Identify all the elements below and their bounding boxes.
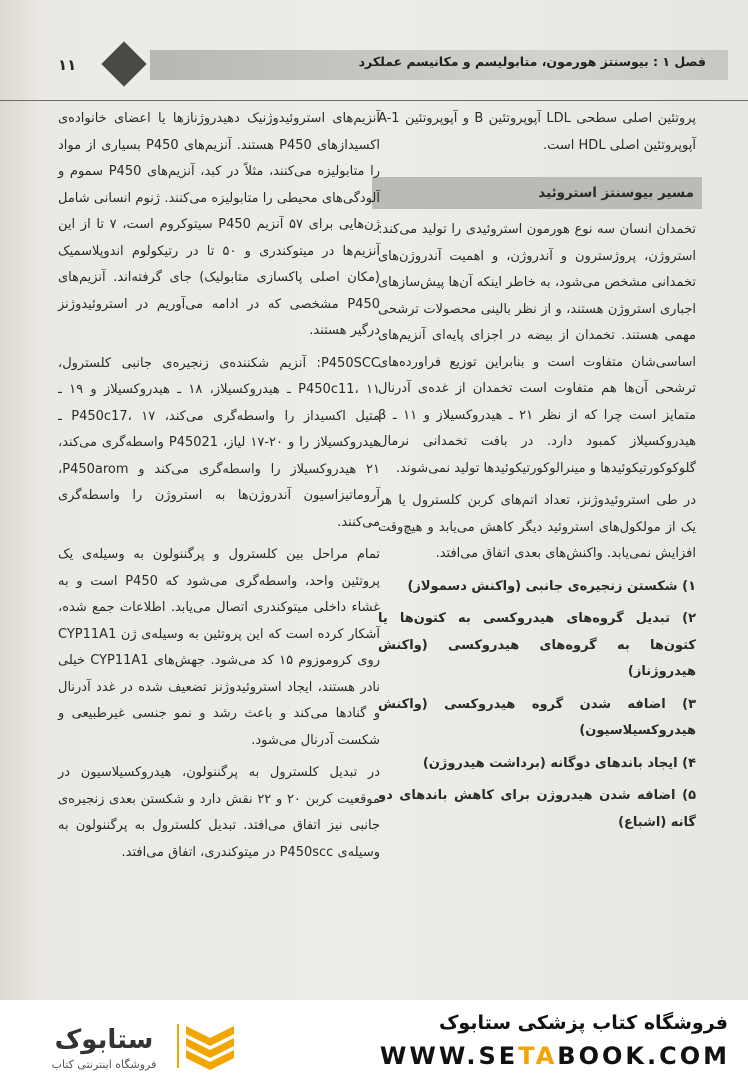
step-item: ۱) شکستن زنجیره‌ی جانبی (واکنش دسمولاز) bbox=[407, 578, 696, 594]
left-column bbox=[58, 106, 380, 872]
footer-banner bbox=[0, 1000, 748, 1080]
right-column bbox=[378, 106, 696, 842]
intro-paragraph: پروتئین اصلی سطحی LDL آپوپروتئین B و آپوپروتئین A-1 آپوپروتئین اصلی HDL است. bbox=[378, 111, 696, 153]
shop-name: فروشگاه کتاب پزشکی ستابوک bbox=[438, 1012, 728, 1034]
page-header bbox=[0, 40, 748, 101]
paragraph: تخمدان انسان سه نوع هورمون استروئیدی را تولید می‌کند: استروژن، پروژسترون و آندروژن، و اهمیت آندروژن‌های تخمدانی مشخص می‌شود، به خاطر اینکه آن‌ها پیش‌سازهای اجباری استروژن هستند، و از نظر بالینی محصولات ترشحی مهمی هستند. تخمدان از بیضه در اجزای پایه‌ای آنزیم‌های اساسی‌شان متفاوت است و بنابراین توزیع فراورده‌های ترشحی آن‌ها هم متفاوت است تخمدان از غده‌ی آدرنال متمایز است چرا که از نظر ۲۱ ـ هیدروکسیلاز و ۱۱ ـ β هیدروکسیلاز کمبود دارد. در بافت تخمدانی نرمال گلوکوکورتیکوئیدها و مینرالوکورتیکوئیدها تولید نمی‌شوند. bbox=[378, 222, 696, 476]
logo-subtitle: فروشگاه اینترنتی کتاب bbox=[51, 1058, 157, 1071]
step-item: ۳) اضافه شدن گروه هیدروکسی (واکنش هیدروکسیلاسیون) bbox=[378, 696, 696, 738]
section-title: مسیر بیوسنتز استروئید bbox=[372, 177, 702, 209]
shop-url-link[interactable] bbox=[380, 1042, 730, 1070]
url-prefix: WWW.SE bbox=[379, 1042, 519, 1070]
diamond-ornament-icon bbox=[101, 41, 146, 86]
setabook-logo[interactable] bbox=[34, 1018, 234, 1074]
paragraph: در تبدیل کلسترول به پرگننولون، هیدروکسیلاسیون در موقعیت کربن ۲۰ و ۲۲ نقش دارد و شکستن بعدی زنجیره‌ی جانبی نیز اتفاق می‌افتد. تبدیل کلسترول به پرگننولون به وسیله‌ی P450scc در میتوکندری، اتفاق می‌افتد. bbox=[58, 765, 380, 860]
step-item: ۵) اضافه شدن هیدروژن برای کاهش باندهای دو گانه (اشباع) bbox=[378, 788, 696, 830]
paragraph: در طی استروئیدوژنز، تعداد اتم‌های کربن کلسترول یا هر یک از مولکول‌های استروئید دیگر کاهش می‌یابد و هیچ‌وقت افزایش نمی‌یابد. واکنش‌های بعدی اتفاق می‌افتد. bbox=[378, 493, 696, 561]
step-item: ۴) ایجاد باندهای دوگانه (برداشت هیدروژن) bbox=[422, 755, 696, 771]
chapter-title: فصل ۱ : بیوسنتز هورمون، متابولیسم و مکانیسم عملکرد bbox=[358, 54, 706, 69]
book-stack-icon bbox=[34, 1018, 234, 1074]
step-item: ۲) تبدیل گروه‌های هیدروکسی به کتون‌ها یا کتون‌ها به گروه‌های هیدروکسی (واکنش هیدروژناز) bbox=[378, 611, 696, 679]
logo-wordmark: ستابوک bbox=[54, 1025, 154, 1055]
paragraph: P450SCC: آنزیم شکننده‌ی زنجیره‌ی جانبی کلسترول، P450c11، ۱۱ ـ هیدروکسیلاز، ۱۸ ـ هیدروکسیلاز و ۱۹ ـ متیل اکسیداز را واسطه‌گری می‌کند، P450c17، ۱۷ ـ هیدروکسیلاز را و ۲۰-۱۷ لیاز، P45021 واسطه‌گری می‌کند، ۲۱ هیدروکسیلاز را واسطه‌گری می‌کند و P450arom، آروماتیزاسیون آندروژن‌ها به استروژن را واسطه‌گری می‌کنند. bbox=[58, 355, 381, 530]
paragraph: تمام مراحل بین کلسترول و پرگننولون به وسیله‌ی یک پروتئین واحد، واسطه‌گری می‌شود که P450 است و به غشاء داخلی میتوکندری اتصال می‌یابد. اطلاعات جمع شده، آشکار کرده است که این پروتئین به وسیله‌ی ژن CYP11A1 روی کروموزوم ۱۵ کد می‌شود. جهش‌های CYP11A1 خیلی نادر هستند، ایجاد استروئیدوژنز تضعیف شده در غدد آدرنال و گنادها می‌کند و باعث رشد و نمو جنسی غیرطبیعی و شکست آدرنال می‌شود. bbox=[58, 547, 381, 748]
url-suffix: BOOK.COM bbox=[557, 1042, 730, 1070]
paragraph: آنزیم‌های استروئیدوژنیک دهیدروژنازها یا اعضای خانواده‌ی اکسیدازهای P450 هستند. آنزیم‌های P450 بسیاری از مواد را متابولیزه می‌کنند، مثلاً در کبد، آنزیم‌های P450 سموم و آلودگی‌های محیطی را متابولیزه می‌کنند. ژنوم انسانی شامل ژن‌هایی برای ۵۷ آنزیم P450 سیتوکروم است، ۷ تا از این آنزیم‌ها در میتوکندری و ۵۰ تا در رتیکولوم اندوپلاسمیک (مکان اصلی پاکسازی متابولیک) جای گرفته‌اند. آنزیم‌های P450 مشخصی که در ادامه می‌آوریم در استروئیدوژنز درگیر هستند. bbox=[58, 111, 381, 338]
url-accent: TA bbox=[518, 1042, 558, 1070]
page-number: ۱۱ bbox=[58, 56, 77, 74]
